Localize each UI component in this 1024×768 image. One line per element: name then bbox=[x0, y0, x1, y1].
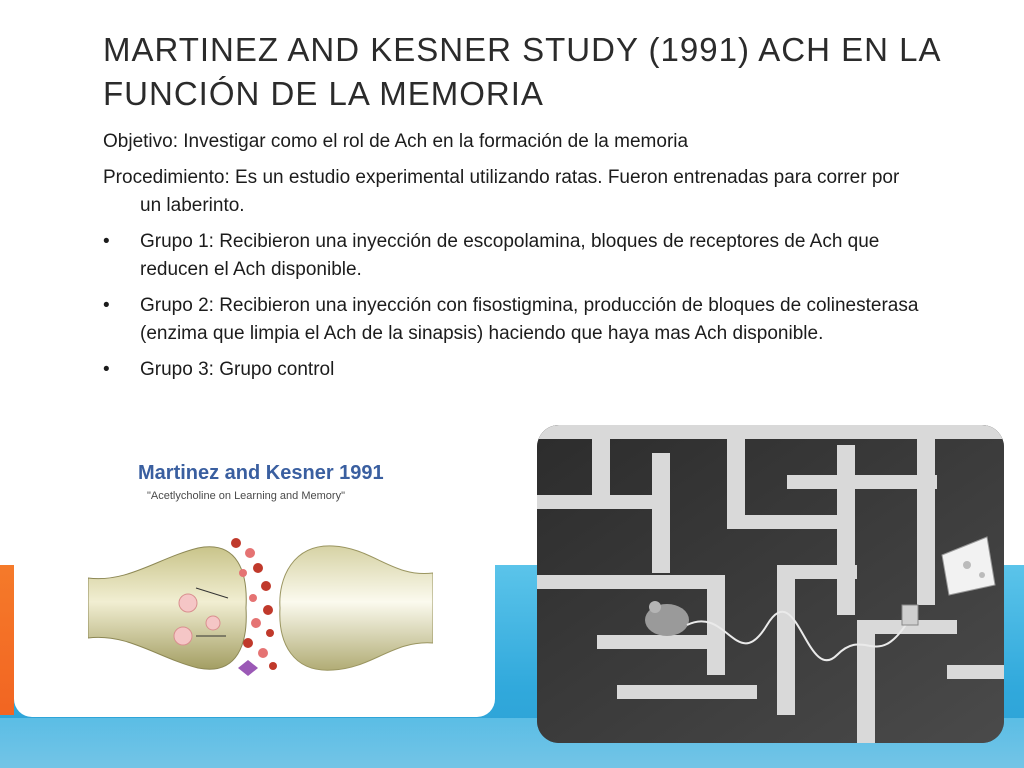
synapse-figure-title: Martinez and Kesner 1991 bbox=[138, 462, 384, 484]
bullet-marker: • bbox=[103, 295, 110, 316]
bullet-marker: • bbox=[103, 359, 110, 380]
synapse-figure-subtitle: "Acetlycholine on Learning and Memory" bbox=[147, 490, 345, 502]
bullet-text: Grupo 1: Recibieron una inyección de escopolamina, bloques de receptores de Ach que reducen el Ach disponible. bbox=[140, 231, 880, 280]
bullet-item-group-1 bbox=[103, 228, 923, 284]
slide-body bbox=[103, 128, 923, 392]
procedure-text: Procedimiento: Es un estudio experimental utilizando ratas. Fueron entrenadas para correr por un laberinto. bbox=[103, 167, 900, 216]
maze-illustration bbox=[537, 425, 1004, 743]
synapse-illustration bbox=[88, 528, 433, 688]
bullet-item-group-2 bbox=[103, 292, 923, 348]
bullet-item-group-3 bbox=[103, 356, 923, 384]
recording-device bbox=[902, 605, 918, 625]
postsynaptic-terminal bbox=[280, 546, 433, 670]
enzyme-shape bbox=[238, 660, 258, 676]
bullet-text: Grupo 3: Grupo control bbox=[140, 359, 335, 380]
objective-text: Objetivo: Investigar como el rol de Ach en la formación de la memoria bbox=[103, 131, 689, 152]
background-orange-band bbox=[0, 565, 14, 715]
slide-title: MARTINEZ AND KESNER STUDY (1991) ACH EN LA FUNCIÓN DE LA MEMORIA bbox=[103, 31, 940, 112]
rat-maze-photo bbox=[537, 425, 1004, 743]
bullet-text: Grupo 2: Recibieron una inyección con fisostigmina, producción de bloques de colinesterasa (enzima que limpia el Ach de la sinapsis) haciendo que haya mas Ach disponible. bbox=[140, 295, 919, 344]
presynaptic-terminal bbox=[88, 547, 246, 669]
bullet-marker: • bbox=[103, 231, 110, 252]
